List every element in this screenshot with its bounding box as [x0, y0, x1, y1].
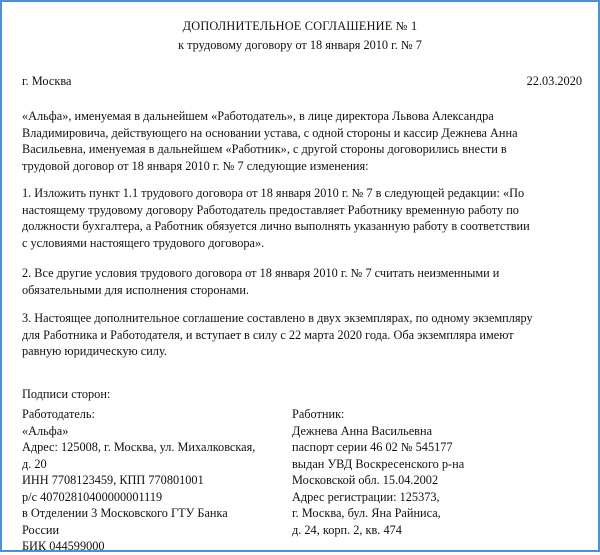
clause-line: 1. Изложить пункт 1.1 трудового договора от 18 января 2010 г. № 7 в следующей редакции: «По	[22, 186, 525, 200]
employee-label: Работник:	[292, 407, 345, 421]
employer-bik: БИК 044599000	[22, 539, 105, 553]
employer-bank: в Отделении 3 Московского ГТУ Банка	[22, 506, 228, 520]
employer-bank-cont: России	[22, 522, 60, 537]
clause-line: равную юридическую силу.	[22, 344, 167, 358]
clause-line: 2. Все другие условия трудового договора от 18 января 2010 г. № 7 считать неизменными и	[22, 266, 500, 280]
employee-name: Дежнева Анна Васильевна	[292, 423, 433, 438]
clause-line: для Работника и Работодателя, и вступает в силу с 22 марта 2020 года. Оба экземпляра имеют	[22, 327, 514, 342]
intro-paragraph	[22, 108, 594, 174]
employer-address-cont: д. 20	[22, 456, 47, 471]
document-title: ДОПОЛНИТЕЛЬНОЕ СОГЛАШЕНИЕ № 1	[182, 19, 418, 33]
intro-line: Васильевна, именуемая в дальнейшем «Работник», с другой стороны договорились внести в	[22, 142, 507, 156]
employee-passport-issued: Московской обл. 15.04.2002	[292, 473, 439, 487]
clause-line: с условиями настоящего трудового договора».	[22, 235, 265, 250]
document-date: 22.03.2020	[526, 74, 582, 88]
place-of-signing: г. Москва	[22, 74, 72, 88]
intro-line: трудовой договор от 18 января 2010 г. № 7 следующие изменения:	[22, 158, 369, 173]
employer-name: «Альфа»	[22, 423, 69, 438]
document-subtitle: к трудовому договору от 18 января 2010 г. № 7	[178, 38, 422, 52]
intro-line: «Альфа», именуемая в дальнейшем «Работодатель», в лице директора Львова Александра	[22, 109, 494, 123]
clause-line: обязательными для исполнения сторонами.	[22, 282, 249, 297]
employer-account: р/с 40702810400000001119	[22, 489, 163, 504]
clause-line: должности бухгалтера, а Работник обязуется лично выполнять указанную работу в соответствии	[22, 219, 530, 233]
clause-2	[22, 265, 594, 298]
clause-1	[22, 185, 594, 251]
employee-details	[292, 406, 464, 538]
signatures-heading: Подписи сторон:	[22, 387, 111, 401]
employee-address-cont: г. Москва, бул. Яна Райниса,	[292, 506, 441, 520]
clause-3	[22, 310, 594, 360]
employee-address: Адрес регистрации: 125373,	[292, 489, 440, 504]
clause-line: настоящему трудовому договору Работодатель предоставляет Работнику временную работу по	[22, 202, 519, 217]
employer-label: Работодатель:	[22, 407, 95, 421]
employee-address-cont2: д. 24, корп. 2, кв. 474	[292, 522, 402, 537]
intro-line: Владимировича, действующего на основании устава, с одной стороны и кассир Дежнева Анна	[22, 125, 518, 140]
employer-address: Адрес: 125008, г. Москва, ул. Михалковская,	[22, 440, 256, 454]
clause-line: 3. Настоящее дополнительное соглашение составлено в двух экземплярах, по одному экземпляру	[22, 311, 533, 325]
employer-inn-kpp: ИНН 7708123459, КПП 770801001	[22, 473, 204, 487]
employee-passport-issuer: выдан УВД Воскресенского р-на	[292, 456, 465, 471]
employer-details	[22, 406, 255, 555]
employee-passport: паспорт серии 46 02 № 545177	[292, 440, 453, 454]
